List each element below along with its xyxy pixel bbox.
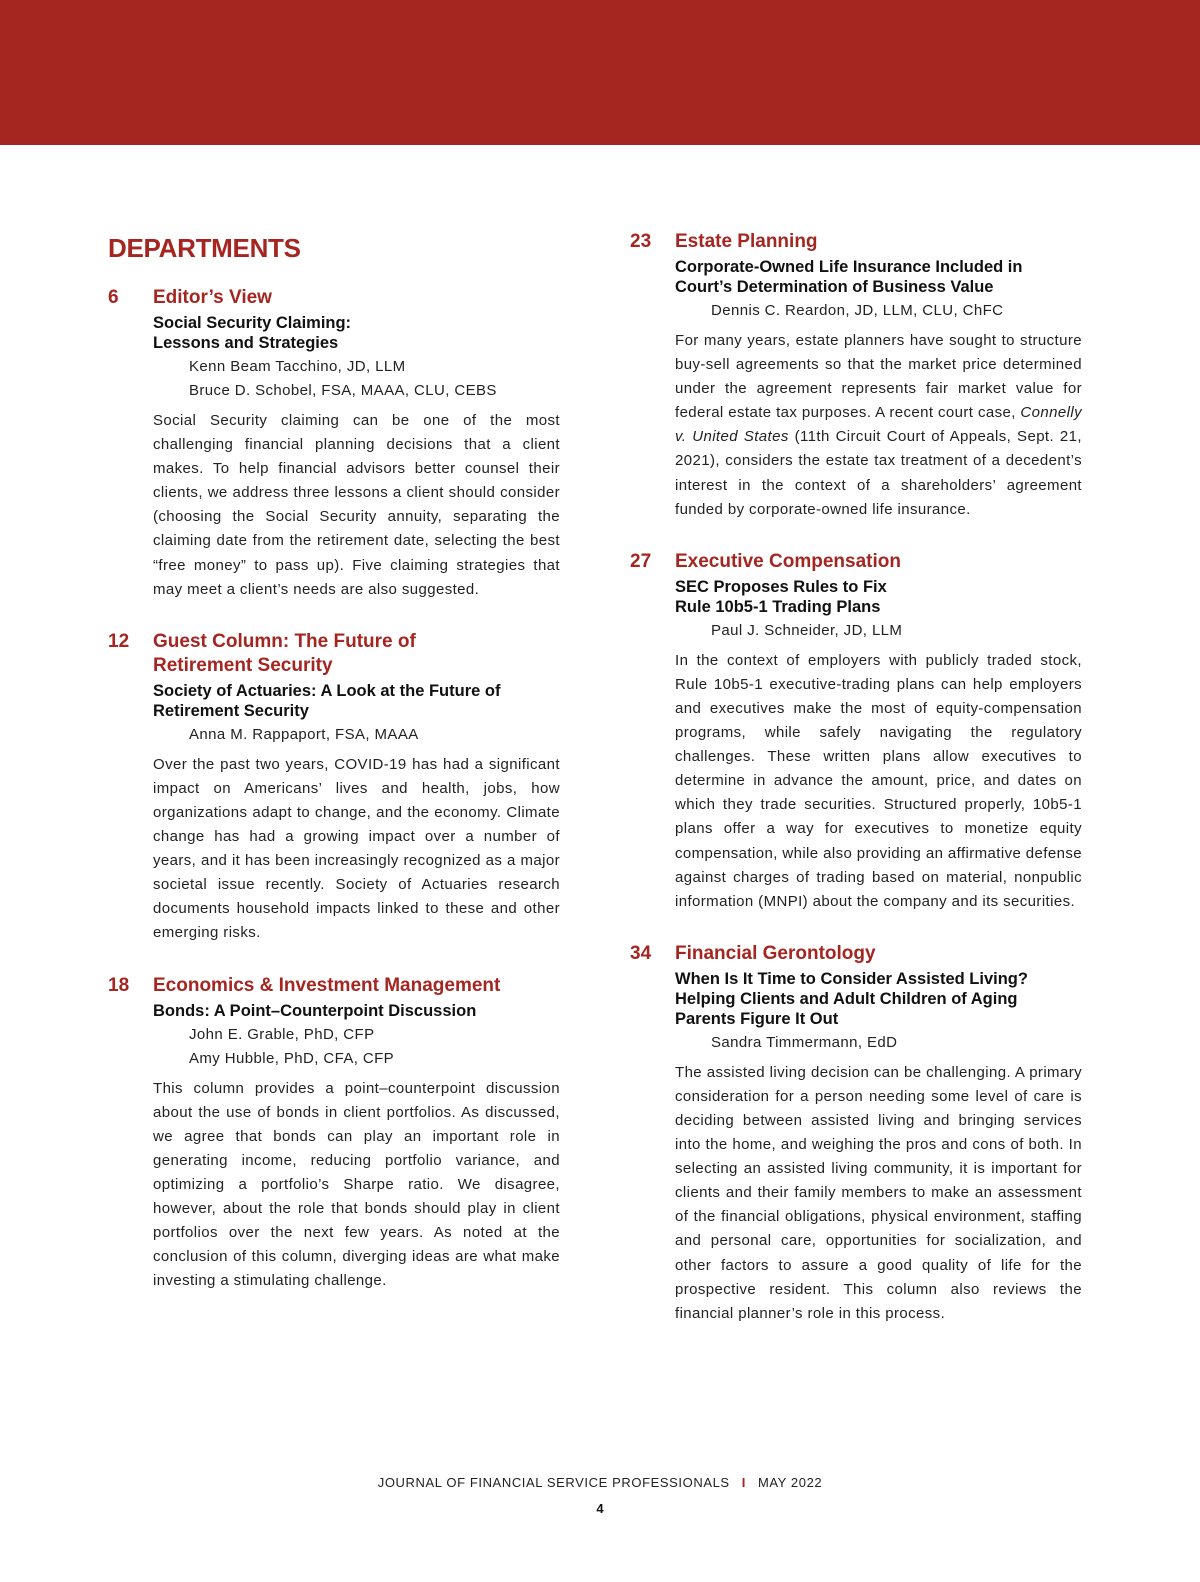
toc-entry-guest-column[interactable]: [108, 630, 560, 946]
section-title: Guest Column: The Future of Retirement Security: [153, 630, 416, 676]
header-banner: [0, 0, 1200, 145]
article-title: Bonds: A Point–Counterpoint Discussion: [153, 1001, 477, 1020]
article-summary: In the context of employers with publicly traded stock, Rule 10b5-1 executive-trading plans can help employers and executives make the most of equity-compensation programs, while safely navigating the regulatory challenges. These written plans allow executives to determine in advance the amount, price, and dates on which they trade securities. Structured properly, 10b5-1 plans offer a way for executives to monetize equity compensation, while also providing an affirmative defense against charges of trading based on material, nonpublic information (MNPI) about the company and its securities.: [675, 651, 1082, 910]
author: Bruce D. Schobel, FSA, MAAA, CLU, CEBS: [189, 382, 497, 399]
toc-entry-economics-investment[interactable]: [108, 974, 560, 1294]
case-name: Connelly v. United States: [675, 404, 1082, 446]
page-number-label: 23: [630, 231, 652, 252]
section-title: Economics & Investment Management: [153, 974, 501, 996]
author-list: [711, 1031, 1082, 1055]
author: Kenn Beam Tacchino, JD, LLM: [189, 358, 406, 375]
author: Paul J. Schneider, JD, LLM: [711, 621, 903, 639]
article-title: Social Security Claiming: Lessons and Strategies: [153, 314, 352, 352]
journal-name: JOURNAL OF FINANCIAL SERVICE PROFESSIONALS: [377, 1475, 730, 1490]
footer-separator: I: [741, 1475, 746, 1490]
left-column: [108, 230, 560, 1321]
article-summary: Over the past two years, COVID-19 has had a significant impact on Americans’ lives and health, jobs, how organizations adapt to change, and the economy. Climate change has had a growing impact over a number of years, and it has been increasingly recognized as a major societal issue recently. Society of Actuaries research documents household impacts linked to these and other emerging risks.: [153, 755, 560, 942]
section-title: Financial Gerontology: [675, 942, 876, 964]
page-number-label: 6: [108, 287, 119, 308]
page-number-label: 27: [630, 550, 652, 572]
section-title: Estate Planning: [675, 231, 818, 252]
author-list: [189, 1023, 560, 1071]
page-number-label: 34: [630, 942, 652, 964]
author-list: [189, 723, 560, 747]
toc-entry-editors-view[interactable]: [108, 286, 560, 602]
author: Anna M. Rappaport, FSA, MAAA: [189, 725, 419, 743]
article-summary: The assisted living decision can be challenging. A primary consideration for a person needing some level of care is deciding between assisted living and bringing services into the home, and weighing the pros and cons of both. In selecting an assisted living community, it is important for clients and their family members to make an assessment of the financial obligations, physical environment, staffing and personal care, opportunities for socialization, and other factors to assure a good quality of life for the prospective resident. This column also reviews the financial planner’s role in this process.: [675, 1063, 1082, 1322]
author-list: [711, 299, 1082, 323]
article-title: Society of Actuaries: A Look at the Future of Retirement Security: [153, 681, 501, 720]
article-title: When Is It Time to Consider Assisted Living? Helping Clients and Adult Children of Aging Parents Figure It Out: [675, 969, 1028, 1028]
article-summary: This column provides a point–counterpoint discussion about the use of bonds in client portfolios. As discussed, we agree that bonds can play an important role in generating income, reducing portfolio variance, and optimizing a portfolio’s Sharpe ratio. We disagree, however, about the role that bonds should play in client portfolios over the next few years. As noted at the conclusion of this column, diverging ideas are what make investing a stimulating challenge.: [153, 1079, 560, 1290]
running-footer: [0, 1475, 1200, 1490]
section-title: Executive Compensation: [675, 550, 901, 572]
issue-date: MAY 2022: [757, 1475, 823, 1490]
departments-heading: DEPARTMENTS: [108, 233, 301, 263]
author: Sandra Timmermann, EdD: [711, 1033, 898, 1051]
author-list: [711, 619, 1082, 643]
page-number: 4: [596, 1501, 604, 1516]
toc-entry-executive-compensation[interactable]: [630, 550, 1082, 914]
page-number-label: 12: [108, 630, 130, 652]
right-column: [630, 230, 1082, 1354]
article-title: SEC Proposes Rules to Fix Rule 10b5-1 Trading Plans: [675, 577, 887, 616]
author: John E. Grable, PhD, CFP: [189, 1025, 375, 1043]
toc-entry-financial-gerontology[interactable]: [630, 942, 1082, 1326]
article-summary: Social Security claiming can be one of the most challenging financial planning decisions that a client makes. To help financial advisors better counsel their clients, we address three lessons a client should consider (choosing the Social Security annuity, separating the claiming date from the retirement date, selecting the best “free money” to pass up). Five claiming strategies that may meet a client’s needs are also suggested.: [153, 412, 560, 598]
author-list: [189, 355, 560, 403]
section-title: Editor’s View: [153, 287, 272, 308]
author: Amy Hubble, PhD, CFA, CFP: [189, 1049, 395, 1067]
page-number-label: 18: [108, 974, 130, 996]
article-title: Corporate-Owned Life Insurance Included in Court’s Determination of Business Value: [675, 258, 1023, 296]
toc-entry-estate-planning[interactable]: [630, 230, 1082, 522]
article-summary: For many years, estate planners have sought to structure buy-sell agreements so that the market price determined under the agreement represents fair market value for federal estate tax purposes. A recent court case, Connelly v. United States (11th Circuit Court of Appeals, Sept. 21, 2021), considers the estate tax treatment of a decedent’s interest in the context of a shareholders’ agreement funded by corporate-owned life insurance.: [675, 332, 1082, 518]
author: Dennis C. Reardon, JD, LLM, CLU, ChFC: [711, 302, 1004, 319]
